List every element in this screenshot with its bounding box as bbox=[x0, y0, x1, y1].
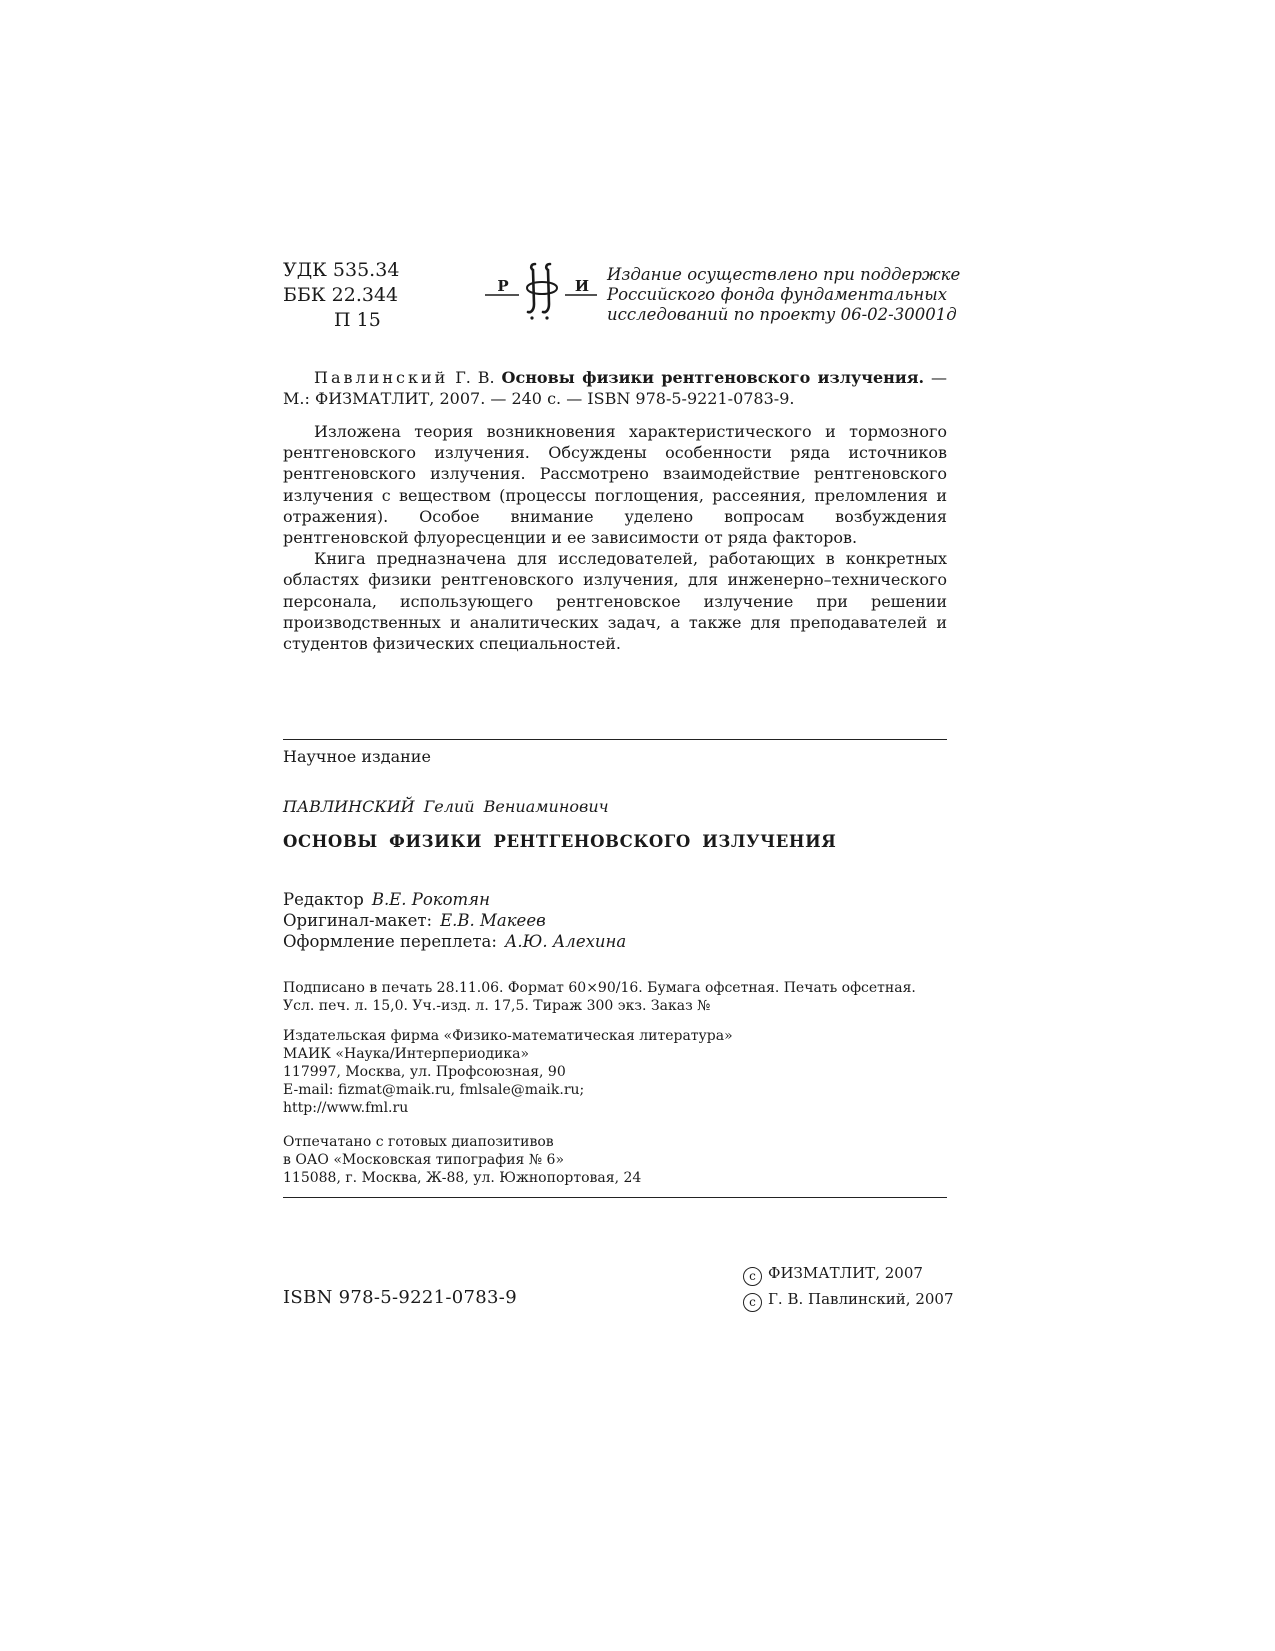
publisher-email: E-mail: fizmat@maik.ru, fmlsale@maik.ru; bbox=[283, 1082, 585, 1098]
logo-letter-r: Р bbox=[497, 277, 509, 295]
printer-line: Отпечатано с готовых диапозитивов bbox=[283, 1134, 554, 1150]
printer-line: 115088, г. Москва, Ж-88, ул. Южнопортовая, 24 bbox=[283, 1170, 642, 1186]
rffi-logo bbox=[485, 258, 597, 322]
credit-layout bbox=[283, 910, 626, 931]
publisher-website: http://www.fml.ru bbox=[283, 1100, 409, 1116]
biblio-author: Павлинский bbox=[314, 368, 449, 387]
copyright-holder: ФИЗМАТЛИТ, 2007 bbox=[768, 1264, 923, 1282]
biblio-initials: Г. В. bbox=[455, 368, 495, 387]
biblio-title: Основы физики рентгеновского излучения. bbox=[501, 368, 925, 387]
bibliographic-record bbox=[283, 367, 947, 409]
copyright bbox=[743, 1260, 954, 1312]
credits bbox=[283, 889, 626, 952]
book-title: ОСНОВЫ ФИЗИКИ РЕНТГЕНОВСКОГО ИЗЛУЧЕНИЯ bbox=[283, 832, 837, 851]
udk-code: УДК 535.34 bbox=[283, 259, 400, 281]
author-full-name: ПАВЛИНСКИЙ Гелий Вениаминович bbox=[283, 797, 609, 816]
printer-line: в ОАО «Московская типография № 6» bbox=[283, 1152, 565, 1168]
credit-name: В.Е. Рокотян bbox=[371, 890, 490, 909]
bbk-code: ББК 22.344 bbox=[283, 284, 399, 306]
credit-name: А.Ю. Алехина bbox=[504, 932, 627, 951]
print-info bbox=[283, 979, 916, 1015]
copyright-line bbox=[743, 1286, 954, 1312]
divider-top bbox=[283, 739, 947, 740]
publisher-line: 117997, Москва, ул. Профсоюзная, 90 bbox=[283, 1064, 566, 1080]
divider-bottom bbox=[283, 1197, 947, 1198]
abstract bbox=[283, 421, 947, 654]
logo-ff-mark bbox=[527, 264, 557, 312]
credit-role: Оригинал-макет: bbox=[283, 911, 433, 930]
rffi-note-line: Российского фонда фундаментальных bbox=[607, 285, 947, 304]
copyright-icon: c bbox=[743, 1293, 762, 1312]
copyright-icon: c bbox=[743, 1267, 762, 1286]
printer-info bbox=[283, 1133, 641, 1187]
credit-cover bbox=[283, 931, 626, 952]
logo-letter-i: И bbox=[574, 277, 590, 295]
copyright-line bbox=[743, 1260, 954, 1286]
biblio-imprint: — М.: ФИЗМАТЛИТ, 2007. — 240 с. — ISBN 978-5-9221-0783-9. bbox=[283, 368, 947, 409]
credit-name: Е.В. Макеев bbox=[440, 911, 546, 930]
publisher-line: МАИК «Наука/Интерпериодика» bbox=[283, 1046, 530, 1062]
abstract-paragraph: Изложена теория возникновения характеристического и тормозного рентгеновского излучения. Обсуждены особенности ряда источников рентгеновского излучения. Рассмотрено взаимодействие рентгеновского излучения с веществом (процессы поглощения, рассеяния, преломления и отражения). Особое внимание уделено вопросам возбуждения рентгеновской флуоресценции и ее зависимости от ряда факторов. bbox=[283, 422, 947, 548]
credit-role: Редактор bbox=[283, 890, 364, 909]
edition-kind: Научное издание bbox=[283, 747, 431, 766]
credit-role: Оформление переплета: bbox=[283, 932, 497, 951]
publisher-info bbox=[283, 1027, 733, 1117]
abstract-paragraph: Книга предназначена для исследователей, работающих в конкретных областях физики рентгеновского излучения, для инженерно–технического персонала, использующего рентгеновское излучение при решении производственных и аналитических задач, а также для преподавателей и студентов физических специальностей. bbox=[283, 549, 947, 654]
rffi-note-line: исследований по проекту 06-02-30001д bbox=[607, 305, 957, 324]
rffi-support-note bbox=[607, 265, 961, 325]
rffi-note-line: Издание осуществлено при поддержке bbox=[607, 265, 961, 284]
isbn: ISBN 978-5-9221-0783-9 bbox=[283, 1287, 517, 1308]
classification-codes bbox=[283, 258, 399, 333]
credit-editor bbox=[283, 889, 626, 910]
print-info-line: Подписано в печать 28.11.06. Формат 60×90/16. Бумага офсетная. Печать офсетная. bbox=[283, 980, 916, 996]
publisher-line: Издательская фирма «Физико-математическая литература» bbox=[283, 1028, 733, 1044]
print-info-line: Усл. печ. л. 15,0. Уч.-изд. л. 17,5. Тираж 300 экз. Заказ № bbox=[283, 998, 711, 1014]
copyright-holder: Г. В. Павлинский, 2007 bbox=[768, 1290, 954, 1308]
author-mark: П 15 bbox=[334, 309, 381, 331]
